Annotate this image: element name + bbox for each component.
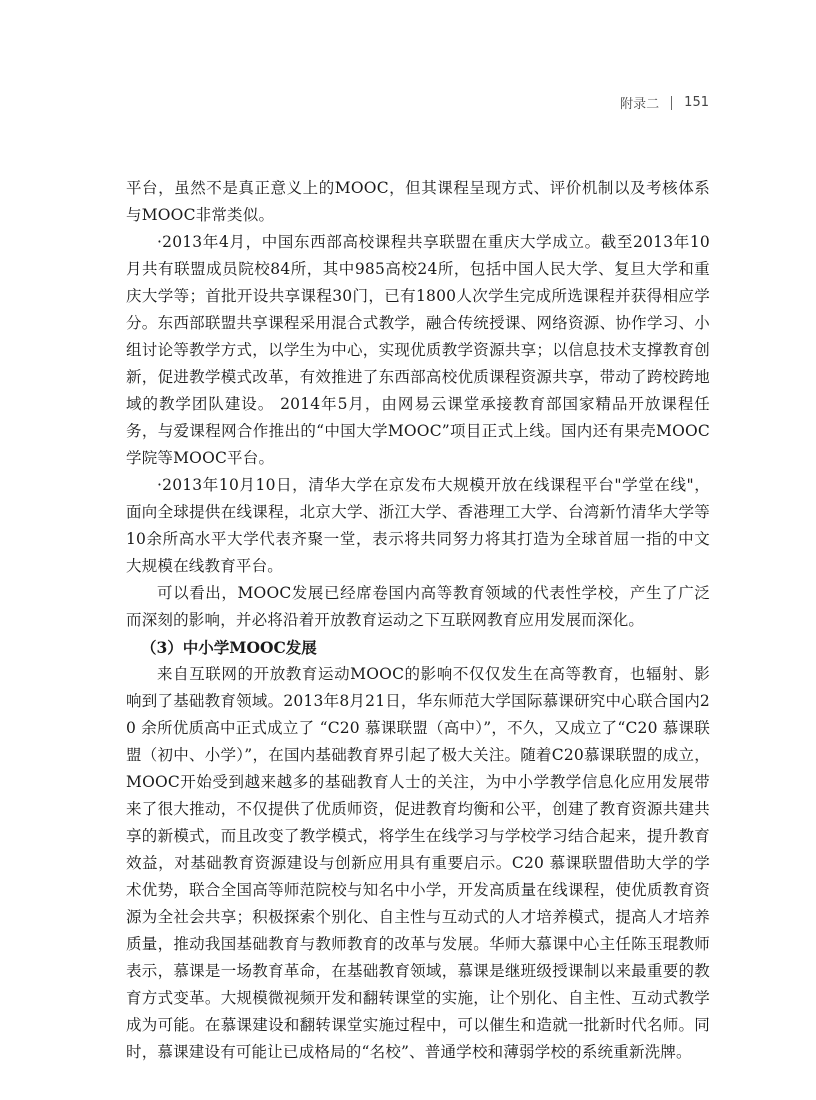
page-number: 151 xyxy=(684,95,709,110)
paragraph-continuation: 平台，虽然不是真正意义上的MOOC，但其课程呈现方式、评价机制以及考核体系与MOOC非常类似。 xyxy=(126,179,710,224)
page-body xyxy=(126,175,710,1066)
running-header xyxy=(620,93,709,112)
section-heading-k12-mooc: （3）中小学MOOC发展 xyxy=(141,638,317,657)
header-divider xyxy=(671,96,672,110)
paragraph-summary: 可以看出，MOOC发展已经席卷国内高等教育领域的代表性学校，产生了广泛而深刻的影响，并必将沿着开放教育运动之下互联网教育应用发展而深化。 xyxy=(126,584,710,629)
paragraph-k12-mooc: 来自互联网的开放教育运动MOOC的影响不仅仅发生在高等教育，也辐射、影响到了基础教育领域。2013年8月21日，华东师范大学国际慕课研究中心联合国内20 余所优质高中正式成立了 “C20 慕课联盟（高中）”，不久，又成立了“C20 慕课联盟（初中、小学）”，在国内基础教育界引起了极大关注。随着C20慕课联盟的成立，MOOC开始受到越来越多的基础教育人士的关注，为中小学教学信息化应用发展带来了很大推动，不仅提供了优质师资，促进教育均衡和公平，创建了教育资源共建共享的新模式，而且改变了教学模式，将学生在线学习与学校学习结合起来，提升教育效益，对基础教育资源建设与创新应用具有重要启示。C20 慕课联盟借助大学的学术优势，联合全国高等师范院校与知名中小学，开发高质量在线课程，使优质教育资源为全社会共享；积极探索个别化、自主性与互动式的人才培养模式，提高人才培养质量，推动我国基础教育与教师教育的改革与发展。华师大慕课中心主任陈玉琨教师表示，慕课是一场教育革命，在基础教育领域，慕课是继班级授课制以来最重要的教育方式变革。大规模微视频开发和翻转课堂的实施，让个别化、自主性、互动式教学成为可能。在慕课建设和翻转课堂实施过程中，可以催生和造就一批新时代名师。同时，慕课建设有可能让已成格局的“名校”、普通学校和薄弱学校的系统重新洗牌。 xyxy=(126,665,710,1061)
header-section-title: 附录二 xyxy=(620,97,660,112)
paragraph-bullet-xuetangx: ·2013年10月10日，清华大学在京发布大规模开放在线课程平台"学堂在线"，面向全球提供在线课程，北京大学、浙江大学、香港理工大学、台湾新竹清华大学等10余所高水平大学代表齐聚一堂，表示将共同努力将其打造为全球首屈一指的中文大规模在线教育平台。 xyxy=(126,476,710,575)
paragraph-bullet-east-west-alliance: ·2013年4月，中国东西部高校课程共享联盟在重庆大学成立。截至2013年10月共有联盟成员院校84所，其中985高校24所，包括中国人民大学、复旦大学和重庆大学等；首批开设共享课程30门，已有1800人次学生完成所选课程并获得相应学分。东西部联盟共享课程采用混合式教学，融合传统授课、网络资源、协作学习、小组讨论等教学方式，以学生为中心，实现优质教学资源共享；以信息技术支撑教育创新，促进教学模式改革，有效推进了东西部高校优质课程资源共享，带动了跨校跨地域的教学团队建设。 2014年5月，由网易云课堂承接教育部国家精品开放课程任务，与爱课程网合作推出的“中国大学MOOC”项目正式上线。国内还有果壳MOOC学院等MOOC平台。 xyxy=(126,233,710,467)
